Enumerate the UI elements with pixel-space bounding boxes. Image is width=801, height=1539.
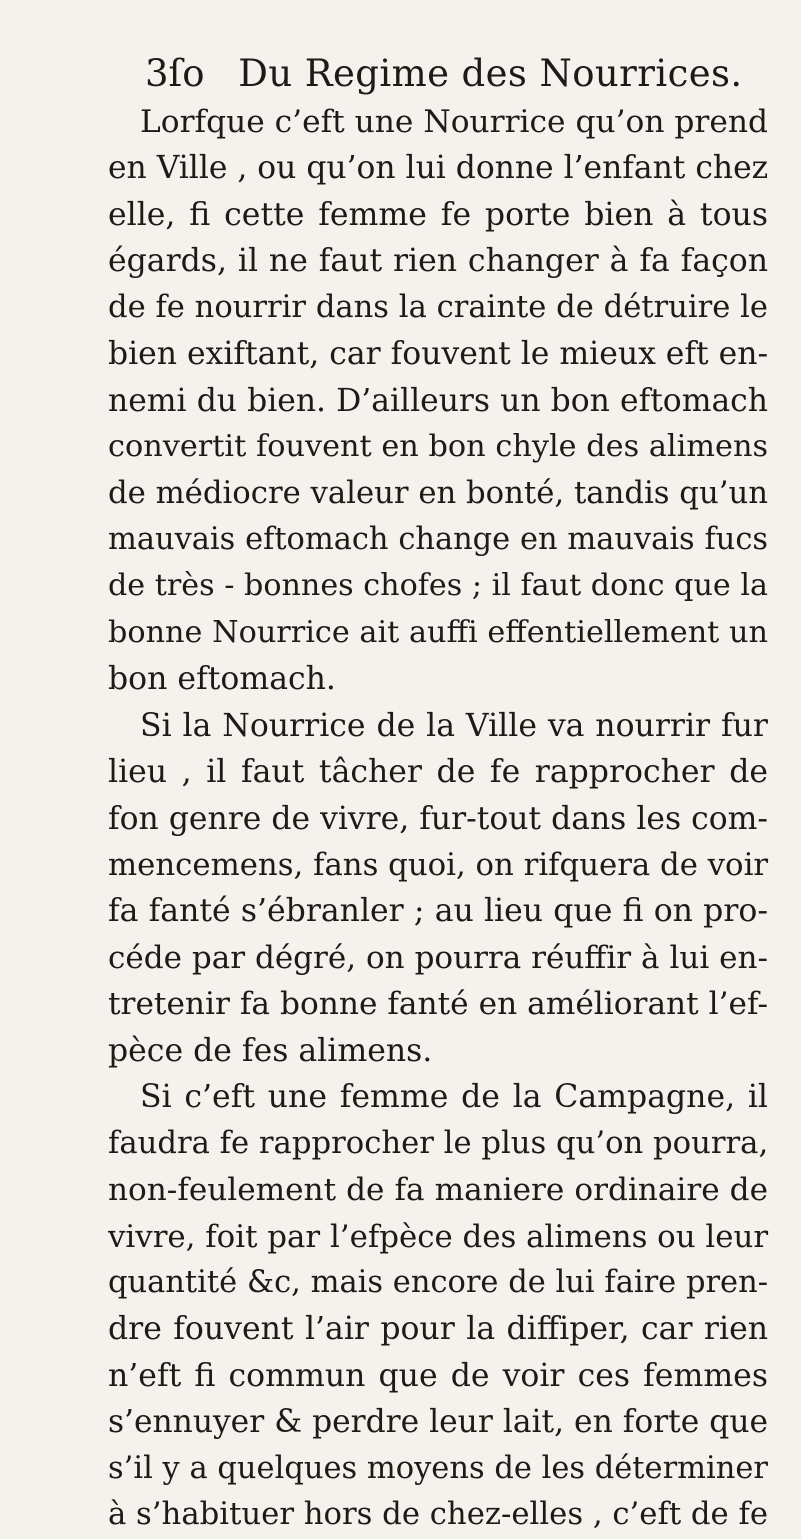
text-line: faudra fe rapprocher le plus qu’on pourra,: [108, 1125, 769, 1161]
text-line: de médiocre valeur en bonté, tandis qu’un: [108, 475, 768, 511]
text-line: nemi du bien. D’ailleurs un bon eftomach: [108, 382, 768, 419]
text-line: de très - bonnes chofes ; il faut donc que la: [108, 568, 768, 604]
text-line: Si c’eft une femme de la Campagne, il: [140, 1079, 768, 1116]
text-line: Lorfque c’eft une Nourrice qu’on prend: [140, 104, 768, 140]
text-line: à s’habituer hors de chez-elles , c’eft de fe: [108, 1497, 768, 1533]
text-line: céde par dégré, on pourra réuffir à lui en-: [108, 939, 768, 976]
text-line: fon genre de vivre, fur-tout dans les com-: [108, 800, 768, 837]
text-line: bonne Nourrice ait auffi effentiellement un: [108, 614, 768, 650]
text-line: Si la Nourrice de la Ville va nourrir fur: [140, 707, 768, 744]
text-line: vivre, foit par l’efpèce des alimens ou leur: [108, 1218, 769, 1255]
text-line: s’il y a quelques moyens de les déterminer: [108, 1450, 768, 1486]
text-line: mencemens, fans quoi, on rifquera de voir: [108, 847, 769, 883]
text-line: de fe nourrir dans la crainte de détruire le: [108, 289, 768, 325]
text-line: convertit fouvent en bon chyle des alimens: [108, 429, 768, 465]
text-line: non-feulement de fa maniere ordinaire de: [108, 1172, 768, 1209]
text-line: pèce de fes alimens.: [108, 1032, 433, 1069]
text-line: fa fanté s’ébranler ; au lieu que fi on pro-: [108, 893, 768, 930]
text-line: quantité &c, mais encore de lui faire pren-: [108, 1264, 768, 1300]
running-title: Du Regime des Nourrices.: [238, 52, 743, 95]
text-line: lieu , il faut tâcher de fe rapprocher de: [108, 754, 768, 791]
body-text: [108, 99, 768, 1539]
page-header: [145, 52, 765, 102]
text-line: dre fouvent l’air pour la diffiper, car rien: [108, 1311, 768, 1348]
text-line: elle, fi cette femme fe porte bien à tous: [108, 196, 768, 233]
page-number: 3ſo: [145, 52, 205, 95]
text-line: tretenir fa bonne fanté en améliorant l’ef-: [108, 986, 768, 1023]
text-line: égards, il ne faut rien changer à fa façon: [108, 243, 768, 280]
text-line: bon eftomach.: [108, 661, 336, 698]
text-line: mauvais eftomach change en mauvais fucs: [108, 521, 768, 557]
text-line: bien exiftant, car fouvent le mieux eft en-: [108, 336, 769, 373]
text-line: n’eft fi commun que de voir ces femmes: [108, 1357, 768, 1394]
text-line: s’ennuyer & perdre leur lait, en forte que: [108, 1404, 768, 1441]
text-line: en Ville , ou qu’on lui donne l’enfant chez: [108, 150, 769, 187]
